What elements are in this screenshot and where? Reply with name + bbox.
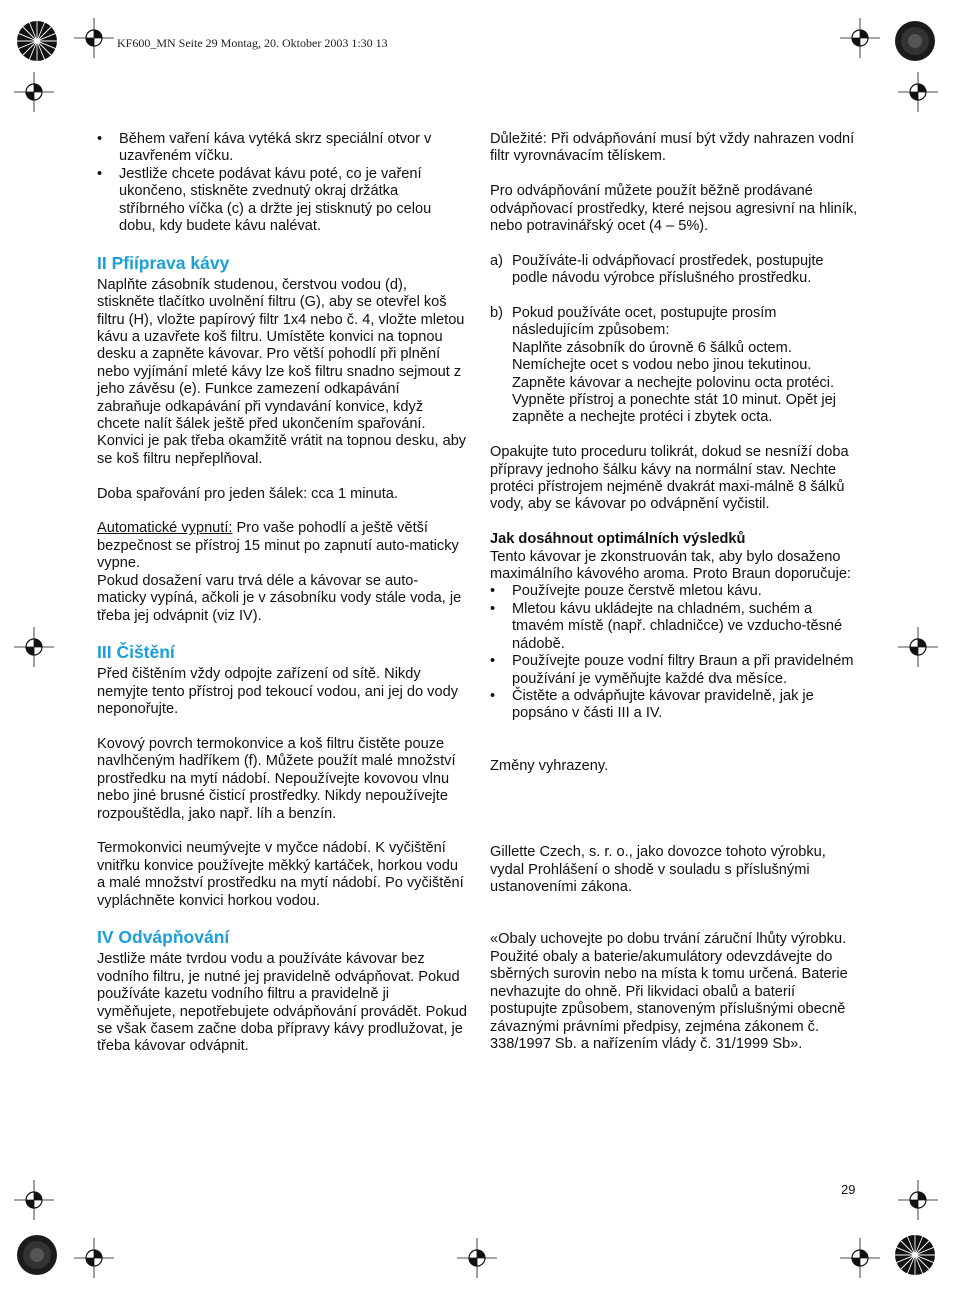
- best-results-heading: Jak dosáhnout optimálních výsledků: [490, 531, 746, 548]
- color-calibration-disc-icon: [14, 1232, 60, 1278]
- spacer: [490, 914, 862, 931]
- cleaning-paragraph-1: Před čištěním vždy odpojte zařízení od sítě. Nikdy nemyjte tento přístroj pod tekoucí vodou, ani jej do vody neponořujte.: [97, 666, 459, 718]
- declaration-text: Gillette Czech, s. r. o., jako dovozce tohoto výrobku, vydal Prohlášení o shodě v souladu s příslušnými ustanoveními zákona.: [490, 844, 826, 896]
- option-a: [490, 253, 862, 288]
- option-a-text: Používáte-li odvápňovací prostředek, postupujte podle návodu výrobce příslušného prostředku.: [512, 252, 824, 287]
- cleaning-paragraph-3: Termokonvici neumývejte v myčce nádobí. K vyčištění vnitřku konvice používejte měkký kartáček, horkou vodu a malé množství prostředku na mytí nádobí. Po vyčištění vypláchněte konvici horkou vodou.: [97, 840, 464, 909]
- spacer: [490, 740, 862, 757]
- spacer: [490, 792, 862, 809]
- crosshair-mark-icon: [74, 18, 114, 58]
- right-column: [490, 131, 862, 1071]
- list-item: • Během vaření káva vytéká skrz speciální otvor v uzavřeném víčku.: [97, 131, 467, 166]
- repeat-procedure-text: Opakujte tuto proceduru tolikrát, dokud se nesníží doba přípravy jednoho šálku kávy na normální stav. Nechte protéci přístrojem nejméně dvakrát maxi-málně 8 šálků vody, aby se kávovar po odvápnění vyčistil.: [490, 444, 849, 513]
- list-item: • Čistěte a odvápňujte kávovar pravidelně, jak je popsáno v části III a IV.: [490, 688, 862, 723]
- section-heading-preparation: II Pfiíprava kávy: [97, 252, 230, 273]
- option-a-marker: a): [490, 252, 503, 269]
- auto-off-text: Pro vaše pohodlí a ještě větší bezpečnost se přístroj 15 minut po zapnutí auto-maticky vypne.: [97, 520, 459, 572]
- page-number: 29: [841, 1182, 856, 1197]
- descaling-agents-text: Pro odvápňování můžete použít běžně prodávané odvápňovací prostředky, které nejsou agresivní na hliník, nebo potravinářský ocet (4 – 5%).: [490, 183, 858, 235]
- crosshair-mark-icon: [898, 627, 938, 667]
- important-note: Důležité: Při odvápňování musí být vždy nahrazen vodní filtr vyrovnávacím tělískem.: [490, 131, 855, 165]
- crosshair-mark-icon: [457, 1238, 497, 1278]
- changes-reserved-text: Změny vyhrazeny.: [490, 757, 609, 774]
- print-header-line: KF600_MN Seite 29 Montag, 20. Oktober 2003 1:30 13: [117, 36, 388, 50]
- option-b-intro: Pokud používáte ocet, postupujte prosím následujícím způsobem:: [512, 305, 777, 339]
- packaging-disposal-text: «Obaly uchovejte po dobu trvání záruční lhůty výrobku. Použité obaly a baterie/akumulátory odevzdávejte do sběrných surovin nebo na místa k tomu určená. Baterie nevhazujte do ohně. Při likvidaci obalů a baterií postupujte způsobem, stanoveným příslušnými obecně závaznými právními předpisy, zejména zákonem č. 338/1997 Sb. a nařízením vlády č. 31/1999 Sb».: [490, 931, 848, 1052]
- crosshair-mark-icon: [14, 72, 54, 112]
- option-b-marker: b): [490, 305, 503, 322]
- crosshair-mark-icon: [840, 18, 880, 58]
- spacer: [490, 810, 862, 827]
- tips-bullet-list: [490, 583, 862, 722]
- cleaning-paragraph-2: Kovový povrch termokonvice a koš filtru čistěte pouze navlhčeným hadříkem (f). Můžete použít malé množství prostředku na mytí nádobí. Nepoužívejte kovovou vlnu nebo jiné brusné čisticí prostředky. Nikdy nepoužívejte rozpouštědla, jako např. líh a benzín.: [97, 735, 456, 822]
- best-results-intro: Tento kávovar je zkonstruován tak, aby bylo dosaženo maximálního kávového aroma. Proto Braun doporučuje:: [490, 548, 851, 583]
- list-item: • Používejte pouze čerstvě mletou kávu.: [490, 583, 862, 600]
- list-item: • Používejte pouze vodní filtry Braun a při pravidelném používání je vyměňujte každé dva měsíce.: [490, 653, 862, 688]
- crosshair-mark-icon: [14, 627, 54, 667]
- option-b-steps: Naplňte zásobník do úrovně 6 šálků octem. Nemíchejte ocet s vodou nebo jinou tekutinou. Zapněte kávovar a nechejte polovinu octa protéci. Vypněte přístroj a ponechte stát 10 minut. Opět jej zapněte a nechejte protéci i zbytek octa.: [512, 339, 836, 426]
- list-item: • Jestliže chcete podávat kávu poté, co je vaření ukončeno, stiskněte zvednutý okraj držátka stříbrného víčka (c) a držte jej stisknutý po celou dobu, kdy budete kávu nalévat.: [97, 166, 467, 236]
- section-heading-descaling: IV Odvápňování: [97, 927, 230, 948]
- auto-off-label: Automatické vypnutí:: [97, 520, 233, 537]
- spacer: [490, 827, 862, 844]
- option-b: [490, 305, 862, 427]
- registration-mark-icon: [14, 18, 60, 64]
- crosshair-mark-icon: [74, 1238, 114, 1278]
- preparation-paragraph: Naplňte zásobník studenou, čerstvou vodou (d), stiskněte tlačítko uvolnění filtru (G), aby se otevřel koš filtru (H), vložte papírový filtr 1x4 nebo č. 4, vložte mletou kávu a uzavřete koš filtru. Umístěte konvici na topnou desku a zapněte kávovar. Pro větší pohodlí při plnění nebo vyjímání mleté kávy lze koš filtru snadno sejmout z jeho závěsu (e). Funkce zamezení odkapávání zabraňuje odkapávání při vyndavání konvice, když chcete nalít šálek ještě před ukončením spařování. Konvici je pak třeba okamžitě vrátit na topnou desku, aby se koš filtru nepřeplňoval.: [97, 276, 467, 467]
- section-heading-cleaning: III Čištění: [97, 642, 175, 663]
- brew-time-text: Doba spařování pro jeden šálek: cca 1 minuta.: [97, 485, 398, 502]
- crosshair-mark-icon: [898, 1180, 938, 1220]
- auto-off-paragraph: [97, 520, 467, 572]
- crosshair-mark-icon: [898, 72, 938, 112]
- crosshair-mark-icon: [14, 1180, 54, 1220]
- auto-off-followup: Pokud dosažení varu trvá déle a kávovar se auto-maticky vypíná, ačkoli je v zásobníku vody stále voda, je třeba jej odvápnit (viz IV).: [97, 572, 462, 624]
- list-item: • Mletou kávu ukládejte na chladném, suchém a tmavém místě (např. chladničce) ve vzducho-těsné nádobě.: [490, 601, 862, 653]
- color-calibration-disc-icon: [892, 18, 938, 64]
- descaling-paragraph: Jestliže máte tvrdou vodu a používáte kávovar bez vodního filtru, je nutné jej pravidelně odvápňovat. Pokud používáte kazetu vodního filtru a pravidelně ji vyměňujete, nepotřebujete odvápňování provádět. Pokud se však časem začne doba přípravy kávy prodlužovat, je třeba kávovar odvápnit.: [97, 951, 467, 1055]
- left-column: [97, 131, 467, 1073]
- crosshair-mark-icon: [840, 1238, 880, 1278]
- intro-bullet-list: [97, 131, 467, 235]
- registration-mark-icon: [892, 1232, 938, 1278]
